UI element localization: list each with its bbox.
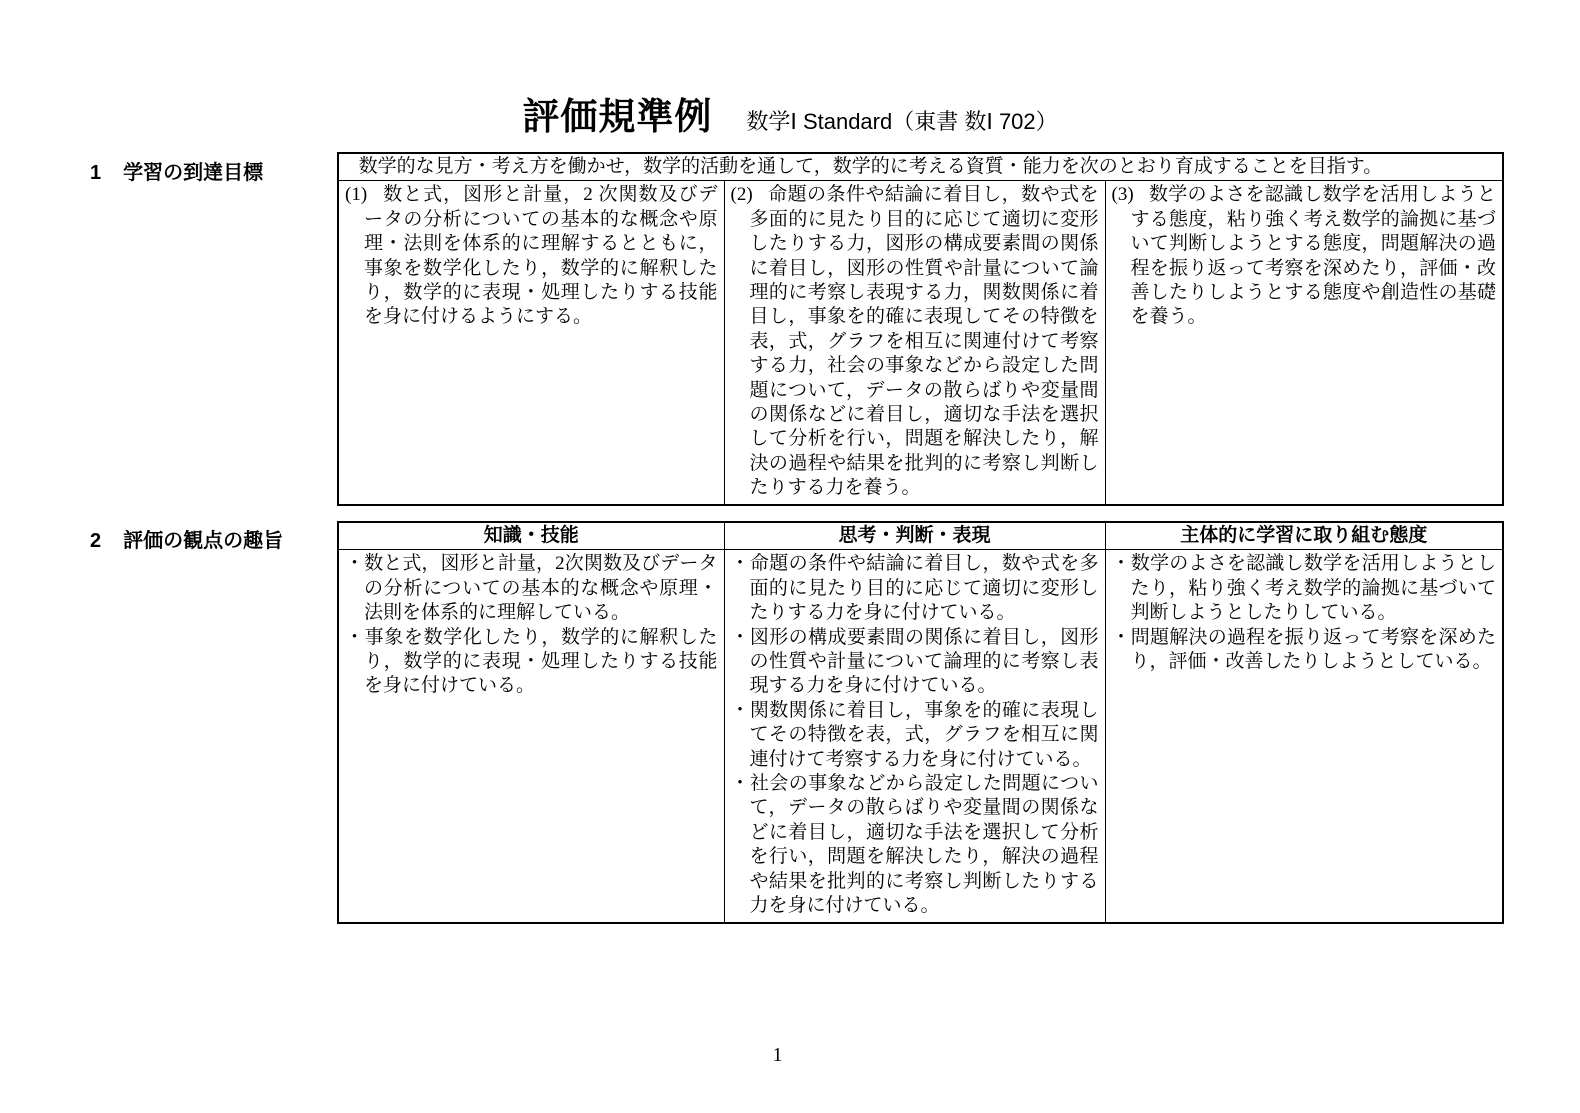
rubric-thinking-bullet-2-text: 図形の構成要素間の関係に着目し，図形の性質や計量について論理的に考察し表現する力を身に付けている。	[749, 626, 1099, 697]
rubric-thinking-bullet-3	[731, 699, 1099, 772]
bullet-marker: ・	[1111, 626, 1131, 648]
rubric-body-row	[338, 550, 1503, 923]
rubric-header-row	[338, 522, 1503, 550]
goal-item-2-text: 命題の条件や結論に着目し，数や式を多面的に見たり目的に応じて適切に変形したりする力，図形の構成要素間の関係に着目し，図形の性質や計量について論理的に考察し表現する力，関数関係に着目し，事象を的確に表現してその特徴を表，式，グラフを相互に関連付けて考察する力，社会の事象などから設定した問題について，データの散らばりや変量間の関係などに着目し，適切な手法を選択して分析を行い，問題を解決したり，解決の過程や結果を批判的に考察し判断したりする力を養う。	[749, 184, 1099, 499]
rubric-attitude-bullet-1-text: 数学のよさを認識し数学を活用しようとしたり，粘り強く考え数学的論拠に基づいて判断しようとしたりしている。	[1130, 553, 1496, 624]
rubric-knowledge-bullet-2-text: 事象を数学化したり，数学的に解釈したり，数学的に表現・処理したりする技能を身に付けている。	[364, 626, 718, 697]
rubric-knowledge-bullet-1-text: 数と式，図形と計量，2次関数及びデータの分析についての基本的な概念や原理・法則を体系的に理解している。	[364, 553, 718, 624]
goal-item-1	[345, 183, 718, 329]
bullet-marker: ・	[730, 553, 750, 575]
bullet-marker: ・	[730, 626, 750, 648]
rubric-knowledge-bullet-2	[345, 626, 718, 699]
section1-label	[90, 156, 263, 185]
page-subtitle: 数学Ⅰ Standard（東書 数Ⅰ 702）	[746, 109, 1058, 134]
rubric-cell-attitude	[1105, 550, 1503, 923]
section2-number: 2	[90, 530, 102, 552]
goal-item-3-text: 数学のよさを認識し数学を活用しようとする態度，粘り強く考え数学的論拠に基づいて判断しようとする態度，問題解決の過程を振り返って考察を深めたり，評価・改善したりしようとする態度や創造性の基礎を養う。	[1130, 184, 1497, 328]
rubric-header-knowledge: 知識・技能	[338, 522, 724, 550]
section2-label-text: 評価の観点の趣旨	[123, 530, 284, 552]
section1-number: 1	[90, 162, 102, 184]
bullet-marker: ・	[730, 699, 750, 721]
page-number: 1	[772, 1044, 783, 1066]
rubric-thinking-bullet-1-text: 命題の条件や結論に着目し，数や式を多面的に見たり目的に応じて適切に変形したりする力を身に付けている。	[749, 553, 1099, 624]
rubric-cell-knowledge	[338, 550, 724, 923]
page-title: 評価規準例	[522, 96, 713, 137]
rubric-cell-thinking	[724, 550, 1105, 923]
goals-summary-cell: 数学的な見方・考え方を働かせ，数学的活動を通して，数学的に考える資質・能力を次のとおり育成することを目指す。	[338, 153, 1503, 181]
rubric-knowledge-bullet-1	[345, 552, 718, 625]
title-block	[0, 86, 1580, 140]
section2-label	[90, 524, 283, 553]
rubric-thinking-bullet-4	[731, 772, 1099, 918]
goals-table	[337, 152, 1504, 506]
rubric-thinking-bullet-2	[731, 626, 1099, 699]
rubric-thinking-bullet-3-text: 関数関係に着目し，事象を的確に表現してその特徴を表，式，グラフを相互に関連付けて考察する力を身に付けている。	[749, 699, 1099, 770]
goal-item-3	[1112, 183, 1497, 329]
section1-label-text: 学習の到達目標	[123, 162, 264, 184]
goal-item-2	[731, 183, 1099, 500]
goal-item-1-text: 数と式，図形と計量，2 次関数及びデータの分析についての基本的な概念や原理・法則を体系的に理解するとともに，事象を数学化したり，数学的に解釈したり，数学的に表現・処理したりする技能を身に付けるようにする。	[364, 184, 718, 328]
rubric-attitude-bullet-2	[1112, 626, 1497, 675]
goals-body-row	[338, 181, 1503, 505]
rubric-thinking-bullet-1	[731, 552, 1099, 625]
rubric-attitude-bullet-1	[1112, 552, 1497, 625]
rubric-header-attitude: 主体的に学習に取り組む態度	[1105, 522, 1503, 550]
goal-cell-2	[724, 181, 1105, 505]
goals-summary-row	[338, 153, 1503, 181]
rubric-attitude-bullet-2-text: 問題解決の過程を振り返って考察を深めたり，評価・改善したりしようとしている。	[1130, 626, 1496, 673]
goal-item-2-marker: (2)	[730, 184, 753, 206]
rubric-table	[337, 521, 1504, 924]
bullet-marker: ・	[345, 626, 365, 648]
goal-cell-3	[1105, 181, 1503, 505]
rubric-thinking-bullet-4-text: 社会の事象などから設定した問題について，データの散らばりや変量間の関係などに着目し，適切な手法を選択して分析を行い，問題を解決したり，解決の過程や結果を批判的に考察し判断したりする力を身に付けている。	[749, 773, 1099, 917]
goal-item-1-marker: (1)	[345, 184, 368, 206]
rubric-header-thinking: 思考・判断・表現	[724, 522, 1105, 550]
bullet-marker: ・	[1111, 553, 1131, 575]
bullet-marker: ・	[345, 553, 365, 575]
goal-item-3-marker: (3)	[1111, 184, 1134, 206]
goal-cell-1	[338, 181, 724, 505]
bullet-marker: ・	[730, 773, 750, 795]
